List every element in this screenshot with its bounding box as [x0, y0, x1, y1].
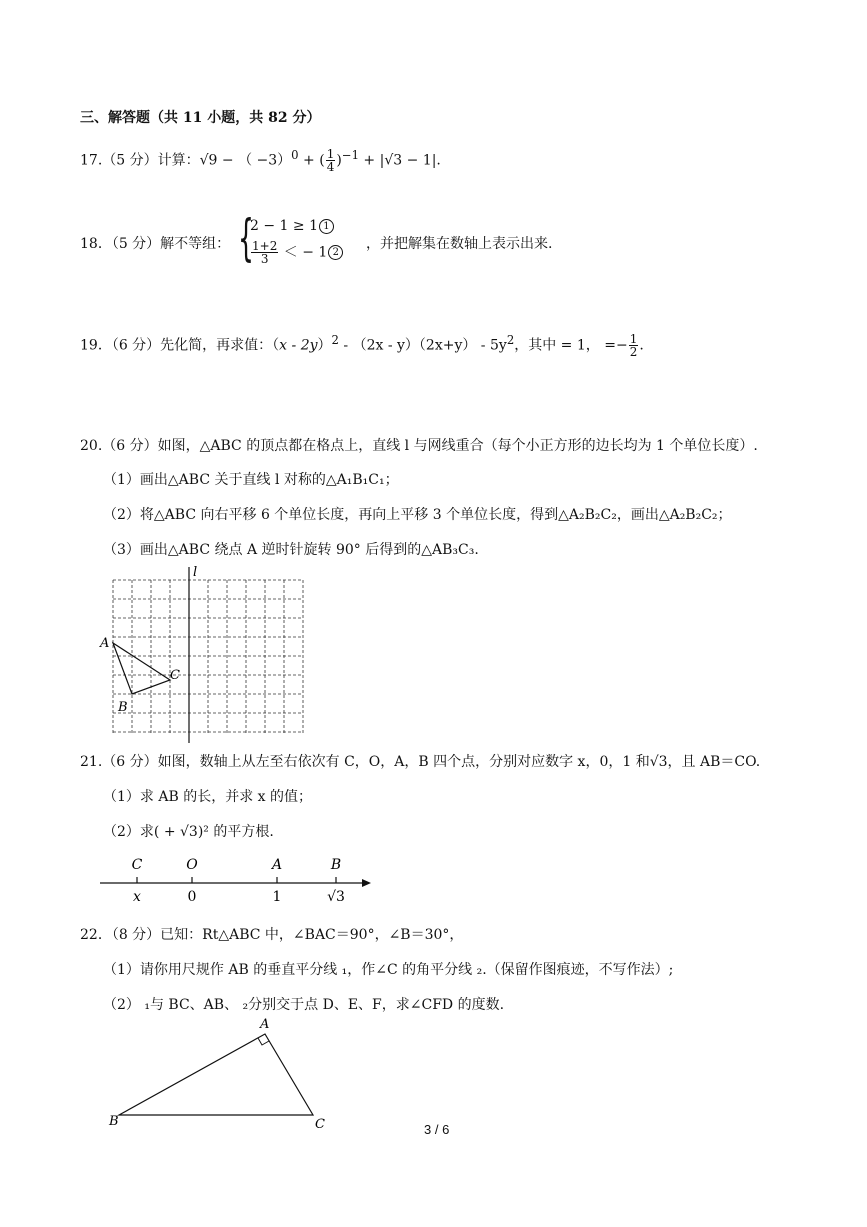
value-0: 0 [187, 889, 197, 905]
question-22: 22．（8 分）已知：Rt△ABC 中，∠BAC＝90°，∠B＝30°， [80, 927, 464, 943]
point-b: B [330, 857, 342, 873]
fraction: $\frac{1}{4}$ [326, 147, 335, 175]
inequality-1: 2 − 1 ≥ 1 1 [250, 218, 334, 234]
question-21-part-1: （1）求 AB 的长，并求 x 的值； [103, 789, 313, 805]
inequality-2: $\frac{1+2}{3}$ ＜ − 1 2 [250, 240, 343, 265]
question-20-part-3: （3）画出△ABC 绕点 A 逆时针旋转 90° 后得到的△AB₃C₃. [103, 542, 479, 558]
number-line [95, 852, 380, 907]
inequality-system [238, 209, 358, 270]
axis-arrow [362, 879, 371, 887]
grid-figure [95, 563, 310, 748]
triangle-abc [113, 643, 170, 694]
point-o: O [186, 857, 198, 873]
question-22-part-1: （1）请你用尺规作 AB 的垂直平分线 ₁，作∠C 的角平分线 ₂.（保留作图痕迹，不写作法）; [103, 962, 674, 978]
question-17: 17.（5 分）计算：√9 − （ −3）$^0$ + ( $\frac{1}{4}$ )$^{-1}$ + |√3 − 1|. [80, 147, 441, 175]
question-22-part-2: （2） ₁与 BC、AB、 ₂分别交于点 D、E、F，求∠CFD 的度数. [103, 997, 505, 1013]
point-a: A [271, 857, 283, 873]
label-b: B [109, 1114, 119, 1129]
value-sqrt3: √3 [327, 889, 345, 905]
question-18: 18．（5 分）解不等组： [80, 236, 231, 252]
page-number: 3 / 6 [424, 1122, 450, 1137]
label-a: A [260, 1017, 270, 1032]
question-20: 20.（6 分）如图，△ABC 的顶点都在格点上，直线 l 与网线重合（每个小正方形的边长均为 1 个单位长度）. [80, 438, 758, 454]
label-b: B [118, 700, 128, 715]
right-triangle-figure [100, 1012, 340, 1137]
value-1: 1 [272, 889, 282, 905]
label-c: C [315, 1117, 325, 1132]
section-header: 三、解答题（共 11 小题，共 82 分） [80, 110, 321, 126]
label-l: l [193, 565, 198, 580]
label-c: C [170, 668, 180, 683]
question-20-part-2: （2）将△ABC 向右平移 6 个单位长度，再向上平移 3 个单位长度，得到△A₂B₂C₂，画出△A₂B₂C₂； [103, 507, 732, 523]
triangle-abc [119, 1034, 313, 1115]
question-18-suffix: ，并把解集在数轴上表示出来. [366, 236, 553, 252]
label-a: A [100, 636, 110, 651]
value-x: x [133, 889, 141, 905]
grid-lines [113, 580, 303, 733]
question-19: 19．（6 分）先化简，再求值：$(x - 2y)^2 - (2x - y)(2x+y) - 5y^2$，其中 = 1， =− $\frac{1}{2}$ . [80, 332, 644, 360]
brace: { [238, 209, 254, 267]
point-c: C [131, 857, 143, 873]
question-21: 21.（6 分）如图，数轴上从左至右依次有 C，O，A，B 四个点，分别对应数字 x，0，1 和√3，且 AB＝CO. [80, 754, 761, 770]
question-20-part-1: （1）画出△ABC 关于直线 l 对称的△A₁B₁C₁； [103, 472, 399, 488]
question-21-part-2: （2）求( + √3)² 的平方根. [103, 824, 274, 840]
